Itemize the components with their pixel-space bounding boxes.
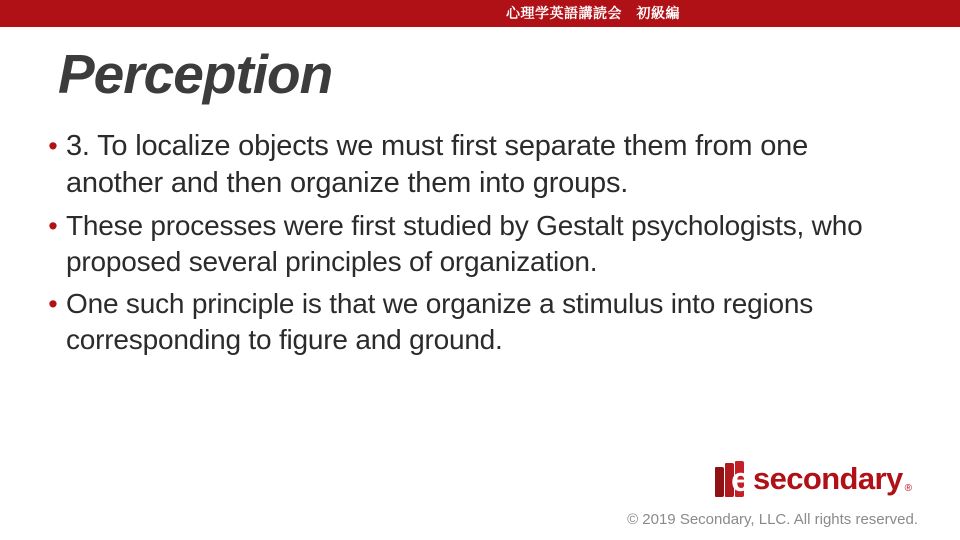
list-item bbox=[40, 128, 890, 202]
bullet-icon: • bbox=[48, 211, 58, 242]
books-icon bbox=[715, 461, 749, 497]
book-spine-left bbox=[715, 467, 724, 497]
list-item-text: These processes were first studied by Gestalt psychologists, who proposed several principles of organization. bbox=[66, 210, 863, 278]
list-item-text: 3. To localize objects we must first separate them from one another and then organize them into groups. bbox=[66, 130, 809, 200]
header-title: 心理学英語講読会 初級編 bbox=[506, 5, 680, 21]
list-item-text: One such principle is that we organize a stimulus into regions corresponding to figure and ground. bbox=[66, 287, 814, 355]
logo-wordmark: secondary bbox=[752, 461, 903, 496]
bullet-icon: • bbox=[48, 288, 58, 319]
list-item bbox=[40, 286, 890, 358]
registered-trademark-icon: ® bbox=[904, 483, 912, 494]
copyright-notice: © 2019 Secondary, LLC. All rights reserved. bbox=[627, 511, 918, 528]
logo-glyph: e bbox=[731, 461, 750, 499]
header-bar bbox=[0, 0, 960, 27]
secondary-logo bbox=[715, 460, 912, 498]
list-item bbox=[40, 208, 890, 280]
bullet-icon: • bbox=[48, 131, 58, 161]
page-title: Perception bbox=[58, 43, 333, 105]
bullet-list bbox=[40, 128, 890, 360]
